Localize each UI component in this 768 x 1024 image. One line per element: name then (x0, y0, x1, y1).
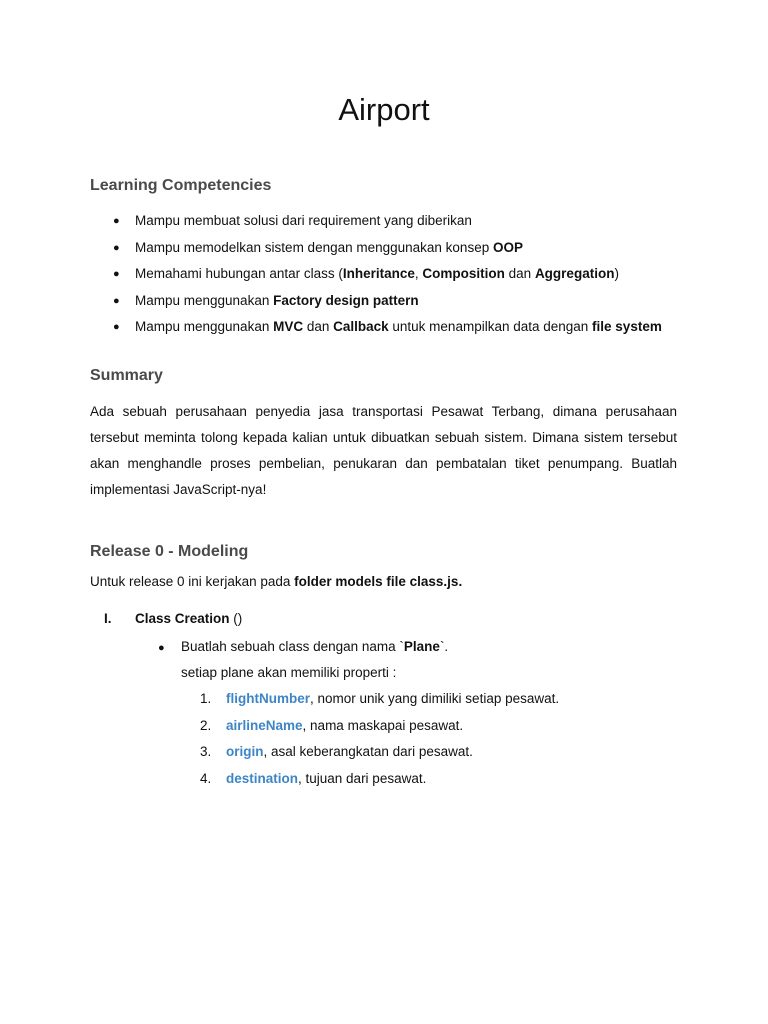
section-title: Class Creation (135, 611, 230, 626)
property-name: flightNumber (226, 691, 310, 706)
list-item: ● Mampu menggunakan MVC dan Callback untuk menampilkan data dengan file system (90, 314, 710, 341)
properties-list (200, 688, 559, 794)
property-name: destination (226, 770, 299, 786)
summary-line: akan menghandle proses pembelian, penukaran dan pembatalan tiket penumpang. Buatlah (90, 456, 677, 471)
property-name: airlineName (226, 717, 303, 733)
release0-intro: Untuk release 0 ini kerjakan pada folder models file class.js. (90, 574, 463, 589)
release0-heading: Release 0 - Modeling (90, 543, 249, 560)
class-name: Plane (403, 639, 440, 654)
list-item: ● Memahami hubungan antar class (Inheritance, Composition dan Aggregation) (90, 261, 710, 288)
bullet-icon: ● (113, 241, 120, 254)
learning-heading: Learning Competencies (90, 177, 272, 194)
list-item: 4. destination, tujuan dari pesawat. (200, 770, 427, 786)
class-plane-instruction: ● Buatlah sebuah class dengan nama `Plane`. (158, 637, 448, 658)
bullet-icon: ● (113, 268, 120, 280)
list-item: ● Mampu membuat solusi dari requirement yang diberikan (90, 208, 710, 235)
bullet-icon: ● (158, 642, 165, 654)
list-item: ● Mampu menggunakan Factory design pattern (90, 288, 710, 315)
summary-line: tersebut meminta tolong kepada kalian untuk dibuatkan sebuah sistem. Dimana sistem tersebut (90, 430, 677, 445)
summary-paragraph (90, 399, 677, 503)
learning-list (90, 208, 710, 341)
list-item: 1. flightNumber, nomor unik yang dimiliki setiap pesawat. (200, 691, 560, 706)
summary-line: implementasi JavaScript-nya! (90, 482, 267, 497)
summary-line: Ada sebuah perusahaan penyedia jasa transportasi Pesawat Terbang, dimana perusahaan (90, 404, 677, 419)
list-item: 3. origin, asal keberangkatan dari pesawat. (200, 744, 473, 759)
section-class-creation: I. Class Creation () (104, 611, 243, 626)
bullet-icon: ● (113, 294, 120, 307)
bullet-icon: ● (113, 321, 120, 333)
section-number: I. (104, 611, 112, 626)
page-title: Airport (338, 92, 430, 127)
list-item: 2. airlineName, nama maskapai pesawat. (200, 717, 464, 733)
list-item: ● Mampu memodelkan sistem dengan menggunakan konsep OOP (90, 235, 710, 262)
properties-note: setiap plane akan memiliki properti : (181, 665, 397, 680)
bullet-icon: ● (113, 215, 120, 227)
models-path: folder models file class.js. (294, 574, 463, 589)
summary-heading: Summary (90, 367, 163, 384)
property-name: origin (226, 744, 264, 759)
